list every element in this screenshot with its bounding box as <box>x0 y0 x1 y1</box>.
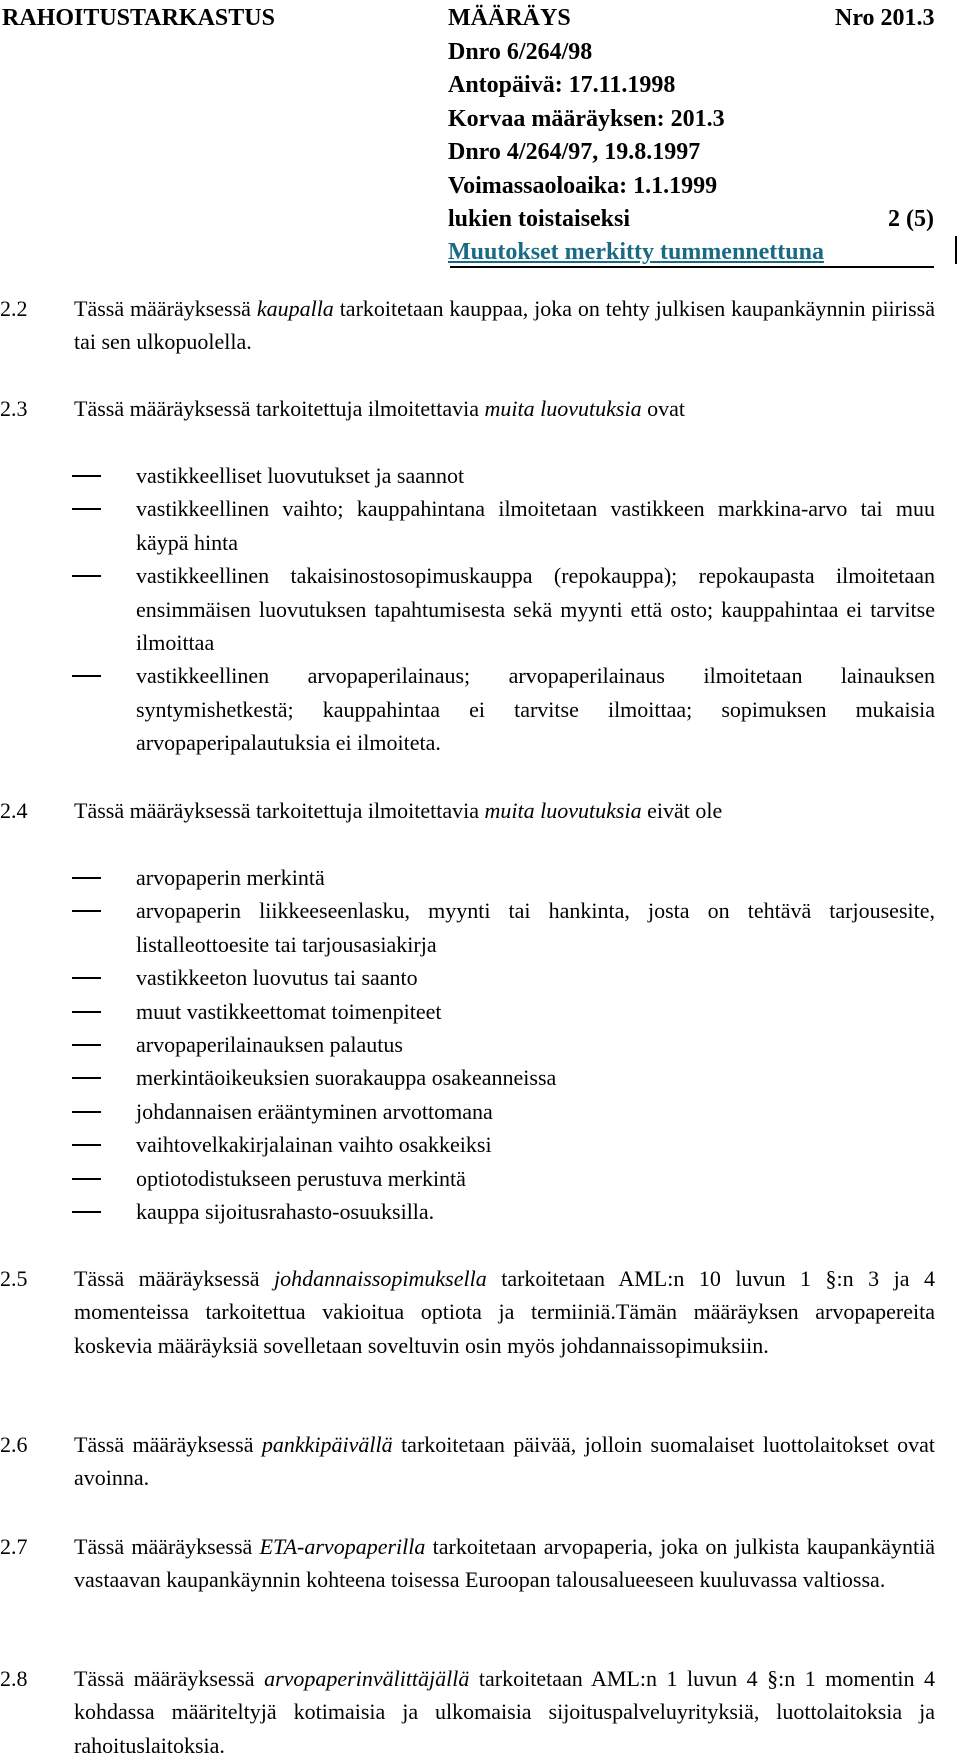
list-item: muut vastikkeettomat toimenpiteet <box>0 995 935 1028</box>
list-item: vaihtovelkakirjalainan vaihto osakkeiksi <box>0 1128 935 1161</box>
list-item: kauppa sijoitusrahasto-osuuksilla. <box>0 1195 935 1228</box>
header-divider <box>450 266 934 268</box>
list-item: vastikkeellinen takaisinostosopimuskauppa (repokauppa); repokaupasta ilmoitetaan ensimmäisen luovutuksen tapahtumisesta sekä myynti että osto; kauppahintaa ei tarvitse ilmoittaa <box>0 559 935 659</box>
section-text: Tässä määräyksessä arvopaperinvälittäjällä tarkoitetaan AML:n 1 luvun 4 §:n 1 momentin 4 kohdassa määriteltyjä kotimaisia ja ulkomaisia sijoituspalveluyrityksiä, luottolaitoksia ja rahoituslaitoksia. <box>74 1666 936 1758</box>
section-2-7 <box>0 1530 935 1597</box>
list-item: johdannaisen erääntyminen arvottomana <box>0 1095 935 1128</box>
issue-date: Antopäivä: 17.11.1998 <box>448 72 676 99</box>
defined-term: muita luovutuksia <box>484 396 642 421</box>
dash-bullet <box>72 1095 102 1128</box>
defined-term: kaupalla <box>256 296 334 321</box>
dash-bullet <box>72 1128 102 1161</box>
section-2-6 <box>0 1428 935 1495</box>
dash-bullet <box>72 1162 102 1195</box>
list-item: vastikkeellinen arvopaperilainaus; arvopaperilainaus ilmoitetaan lainauksen syntymishetkestä; kauppahintaa ei tarvitse ilmoittaa; sopimuksen mukaisia arvopaperipalautuksia ei ilmoiteta. <box>0 659 935 759</box>
dash-bullet <box>72 1028 102 1061</box>
list-item: arvopaperin liikkeeseenlasku, myynti tai hankinta, josta on tehtävä tarjousesite, listalleottoesite tai tarjousasiakirja <box>0 894 935 961</box>
dash-bullet <box>72 559 102 659</box>
defined-term: ETA-arvopaperilla <box>259 1534 426 1559</box>
list-item: arvopaperilainauksen palautus <box>0 1028 935 1061</box>
section-2-5 <box>0 1262 935 1362</box>
section-text: Tässä määräyksessä pankkipäivällä tarkoitetaan päivää, jolloin suomalaiset luottolaitokset ovat avoinna. <box>74 1432 935 1491</box>
list-item: optiotodistukseen perustuva merkintä <box>0 1162 935 1195</box>
dash-bullet <box>72 861 102 894</box>
section-2-8 <box>0 1662 935 1762</box>
regulation-number: Nro 201.3 <box>835 5 935 31</box>
list-item: merkintäoikeuksien suorakauppa osakeanneissa <box>0 1061 935 1094</box>
replaced-record: Dnro 4/264/97, 19.8.1997 <box>448 139 701 166</box>
dash-bullet <box>72 1195 102 1228</box>
section-text: Tässä määräyksessä johdannaissopimuksella tarkoitetaan AML:n 10 luvun 1 §:n 3 ja 4 momenteissa tarkoitettua vakioitua optiota ja termiiniä.Tämän määräyksen arvopapereita koskevia määräyksiä sovelletaan soveltuvin osin myös johdannaissopimuksiin. <box>74 1266 935 1358</box>
page-number: 2 (5) <box>888 206 934 233</box>
section-text: Tässä määräyksessä ETA-arvopaperilla tarkoitetaan arvopaperia, joka on julkista kaupankäyntiä vastaavan kaupankäynnin kohteena toisessa Euroopan talousalueeseen kuuluvassa valtiossa. <box>74 1534 935 1593</box>
section-text: Tässä määräyksessä tarkoitettuja ilmoitettavia muita luovutuksia eivät ole <box>74 798 723 823</box>
validity: Voimassaoloaika: 1.1.1999 <box>448 172 718 199</box>
section-2-4 <box>0 794 935 827</box>
change-bar <box>955 236 957 264</box>
section-number: 2.6 <box>0 1432 28 1457</box>
list-item: arvopaperin merkintä <box>0 861 935 894</box>
record-number: Dnro 6/264/98 <box>448 39 593 65</box>
section-number: 2.4 <box>0 798 28 823</box>
validity-tail: lukien toistaiseksi <box>448 206 631 233</box>
header-metadata <box>448 36 934 269</box>
document-type: MÄÄRÄYS <box>448 5 571 31</box>
list-item: vastikkeellinen vaihto; kauppahintana ilmoitetaan vastikkeen markkina-arvo tai muu käypä hinta <box>0 492 935 559</box>
section-2-3-list <box>0 459 935 760</box>
defined-term: arvopaperinvälittäjällä <box>264 1666 470 1691</box>
dash-bullet <box>72 961 102 994</box>
section-number: 2.3 <box>0 396 28 421</box>
dash-bullet <box>72 995 102 1028</box>
list-item: vastikkeeton luovutus tai saanto <box>0 961 935 994</box>
replaces: Korvaa määräyksen: 201.3 <box>448 105 725 132</box>
section-2-2 <box>0 292 935 359</box>
list-item: vastikkeelliset luovutukset ja saannot <box>0 459 935 492</box>
section-text: Tässä määräyksessä kaupalla tarkoitetaan kauppaa, joka on tehty julkisen kaupankäynnin piirissä tai sen ulkopuolella. <box>74 296 935 355</box>
section-number: 2.2 <box>0 296 28 321</box>
organization-name: RAHOITUSTARKASTUS <box>2 5 275 31</box>
section-number: 2.7 <box>0 1534 28 1559</box>
changes-note: Muutokset merkitty tummennettuna <box>448 239 824 266</box>
section-text: Tässä määräyksessä tarkoitettuja ilmoitettavia muita luovutuksia ovat <box>74 396 685 421</box>
defined-term: muita luovutuksia <box>484 798 642 823</box>
section-2-4-list <box>0 861 935 1228</box>
defined-term: pankkipäivällä <box>261 1432 393 1457</box>
dash-bullet <box>72 659 102 759</box>
dash-bullet <box>72 459 102 492</box>
dash-bullet <box>72 894 102 961</box>
section-number: 2.5 <box>0 1266 28 1291</box>
section-number: 2.8 <box>0 1666 28 1691</box>
defined-term: johdannaissopimuksella <box>274 1266 487 1291</box>
dash-bullet <box>72 1061 102 1094</box>
section-2-3 <box>0 392 935 425</box>
dash-bullet <box>72 492 102 559</box>
validity-tail-row <box>448 203 934 236</box>
